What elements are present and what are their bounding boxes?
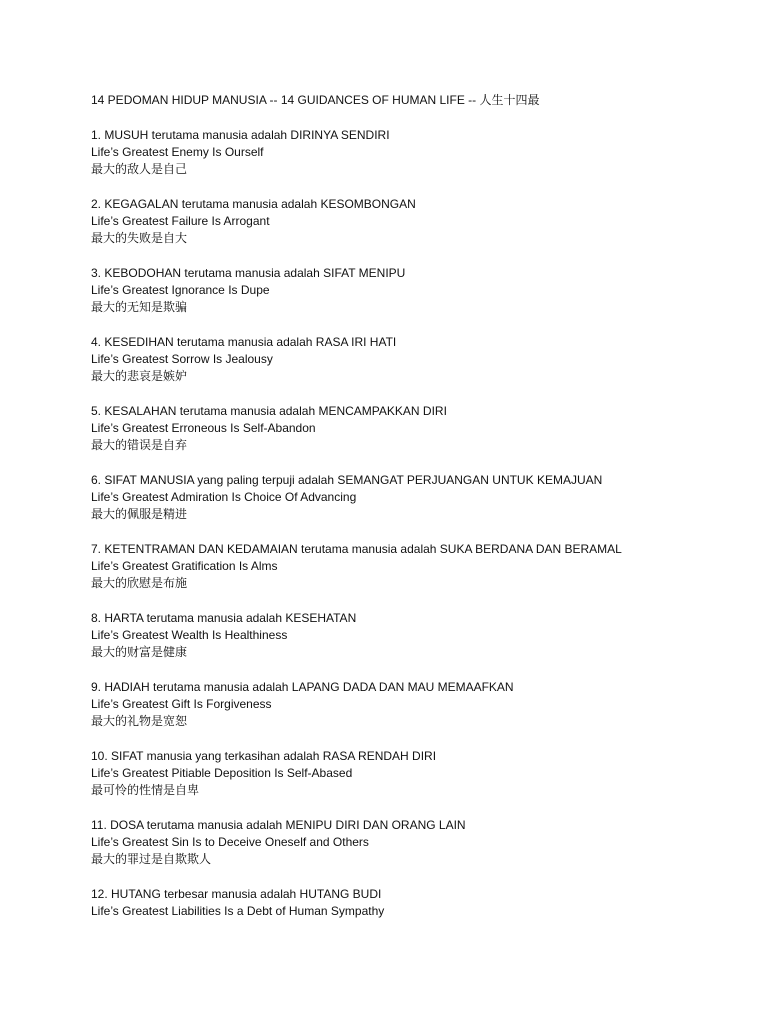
document-title: 14 PEDOMAN HIDUP MANUSIA -- 14 GUIDANCES OF HUMAN LIFE -- 人生十四最 [91, 93, 540, 107]
list-item [91, 196, 751, 247]
list-item [91, 610, 751, 661]
chinese-line: 最大的佩服是精进 [91, 507, 188, 521]
list-item [91, 403, 751, 454]
chinese-line: 最大的欣慰是布施 [91, 576, 188, 590]
english-line: Life’s Greatest Sin Is to Deceive Oneself and Others [91, 835, 369, 849]
chinese-line: 最大的罪过是自欺欺人 [91, 852, 212, 866]
indonesian-line: 6. SIFAT MANUSIA yang paling terpuji adalah SEMANGAT PERJUANGAN UNTUK KEMAJUAN [91, 473, 603, 487]
list-item [91, 472, 751, 523]
english-line: Life’s Greatest Pitiable Deposition Is Self-Abased [91, 766, 353, 780]
english-line: Life’s Greatest Erroneous Is Self-Abandon [91, 421, 316, 435]
english-line: Life’s Greatest Gratification Is Alms [91, 559, 278, 573]
english-line: Life’s Greatest Liabilities Is a Debt of Human Sympathy [91, 904, 385, 918]
chinese-line: 最大的礼物是宽恕 [91, 714, 188, 728]
indonesian-line: 4. KESEDIHAN terutama manusia adalah RASA IRI HATI [91, 335, 397, 349]
chinese-line: 最大的财富是健康 [91, 645, 188, 659]
list-item [91, 541, 751, 592]
chinese-line: 最大的无知是欺骗 [91, 300, 188, 314]
indonesian-line: 1. MUSUH terutama manusia adalah DIRINYA SENDIRI [91, 128, 390, 142]
list-item [91, 748, 751, 799]
list-item [91, 679, 751, 730]
indonesian-line: 8. HARTA terutama manusia adalah KESEHATAN [91, 611, 357, 625]
list-item [91, 127, 751, 178]
chinese-line: 最大的错误是自弃 [91, 438, 188, 452]
chinese-line: 最可怜的性情是自卑 [91, 783, 200, 797]
list-item [91, 886, 751, 920]
english-line: Life’s Greatest Admiration Is Choice Of Advancing [91, 490, 357, 504]
indonesian-line: 12. HUTANG terbesar manusia adalah HUTANG BUDI [91, 887, 382, 901]
list-item [91, 265, 751, 316]
list-item [91, 334, 751, 385]
indonesian-line: 11. DOSA terutama manusia adalah MENIPU DIRI DAN ORANG LAIN [91, 818, 466, 832]
english-line: Life’s Greatest Sorrow Is Jealousy [91, 352, 273, 366]
chinese-line: 最大的失败是自大 [91, 231, 188, 245]
english-line: Life’s Greatest Gift Is Forgiveness [91, 697, 272, 711]
indonesian-line: 7. KETENTRAMAN DAN KEDAMAIAN terutama manusia adalah SUKA BERDANA DAN BERAMAL [91, 542, 622, 556]
chinese-line: 最大的敌人是自己 [91, 162, 188, 176]
indonesian-line: 5. KESALAHAN terutama manusia adalah MENCAMPAKKAN DIRI [91, 404, 447, 418]
indonesian-line: 10. SIFAT manusia yang terkasihan adalah RASA RENDAH DIRI [91, 749, 437, 763]
english-line: Life’s Greatest Enemy Is Ourself [91, 145, 264, 159]
english-line: Life’s Greatest Ignorance Is Dupe [91, 283, 270, 297]
document-page [91, 92, 751, 938]
list-item [91, 817, 751, 868]
english-line: Life’s Greatest Failure Is Arrogant [91, 214, 270, 228]
chinese-line: 最大的悲哀是嫉妒 [91, 369, 188, 383]
indonesian-line: 2. KEGAGALAN terutama manusia adalah KESOMBONGAN [91, 197, 416, 211]
english-line: Life’s Greatest Wealth Is Healthiness [91, 628, 288, 642]
indonesian-line: 9. HADIAH terutama manusia adalah LAPANG DADA DAN MAU MEMAAFKAN [91, 680, 514, 694]
indonesian-line: 3. KEBODOHAN terutama manusia adalah SIFAT MENIPU [91, 266, 406, 280]
